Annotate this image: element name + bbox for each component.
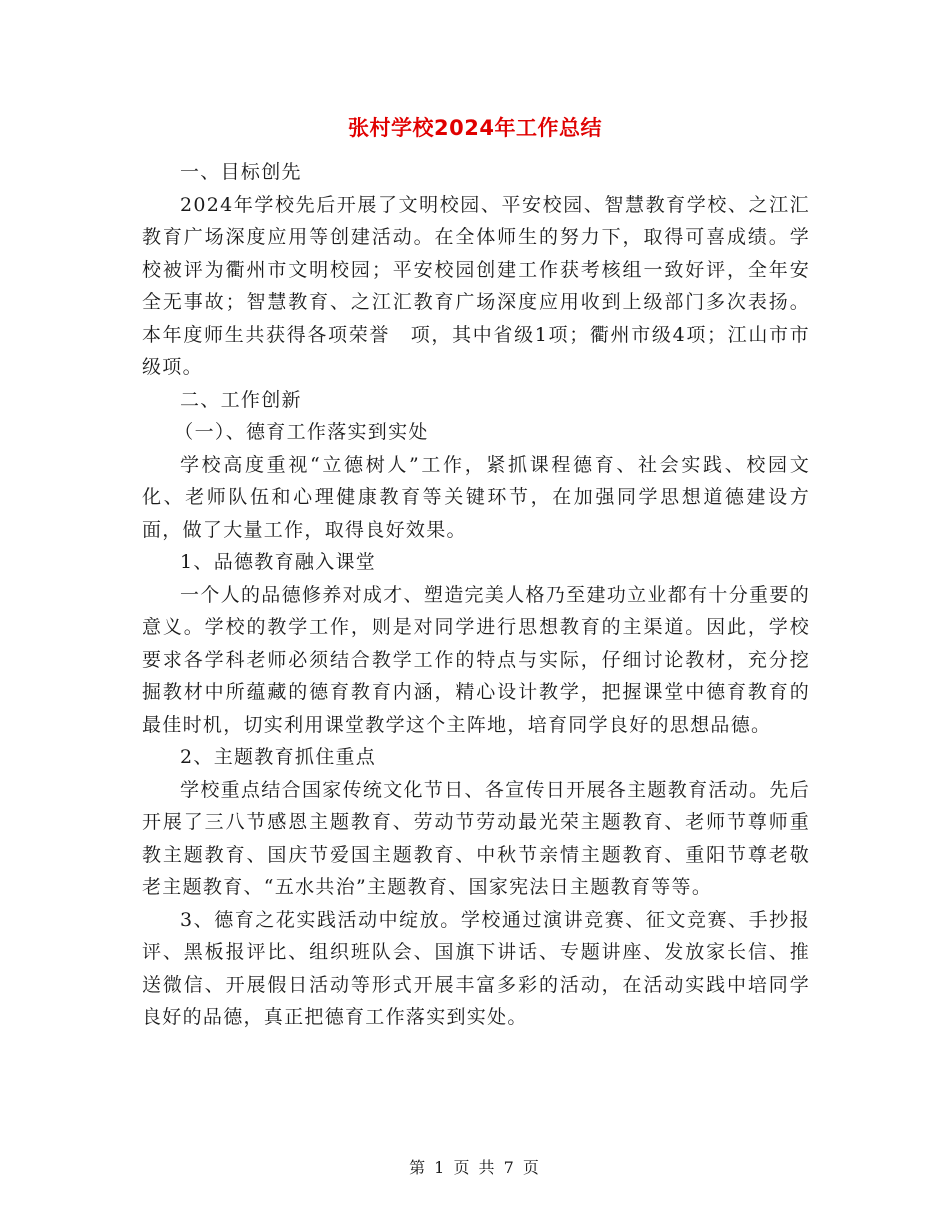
section-heading-goals: 一、目标创先 (180, 161, 302, 183)
paragraph-moral-education: 学校高度重视“立德树人”工作，紧抓课程德育、社会实践、校园文化、老师队伍和心理健康教育等关键环节，在加强同学思想道德建设方面，做了大量工作，取得良好效果。 (142, 453, 810, 541)
paragraph-goals: 2024年学校先后开展了文明校园、平安校园、智慧教育学校、之江汇教育广场深度应用等创建活动。在全体师生的努力下，取得可喜成绩。学校被评为衢州市文明校园；平安校园创建工作获考核组一致好评，全年安全无事故；智慧教育、之江汇教育广场深度应用收到上级部门多次表扬。本年度师生共获得各项荣誉 项，其中省级1项；衢州市级4项；江山市市级项。 (142, 193, 810, 378)
item-heading-theme-education: 2、主题教育抓住重点 (180, 746, 377, 768)
paragraph-practice-activities: 3、德育之花实践活动中绽放。学校通过演讲竞赛、征文竞赛、手抄报评、黑板报评比、组织班队会、国旗下讲话、专题讲座、发放家长信、推送微信、开展假日活动等形式开展丰富多彩的活动，在活动实践中培同学良好的品德，真正把德育工作落实到实处。 (142, 908, 810, 1028)
section-heading-innovation: 二、工作创新 (180, 388, 302, 411)
paragraph-theme-education: 学校重点结合国家传统文化节日、各宣传日开展各主题教育活动。先后开展了三八节感恩主题教育、劳动节劳动最光荣主题教育、老师节尊师重教主题教育、国庆节爱国主题教育、中秋节亲情主题教育、重阳节尊老敬老主题教育、“五水共治”主题教育、国家宪法日主题教育等等。 (142, 778, 810, 898)
subsection-heading-moral-education: （一）、德育工作落实到实处 (174, 421, 429, 443)
document-title: 张村学校2024年工作总结 (348, 116, 602, 140)
document-body (142, 156, 810, 1034)
page-number-footer: 第 1 页 共 7 页 (409, 1158, 541, 1177)
paragraph-classroom: 一个人的品德修养对成才、塑造完美人格乃至建功立业都有十分重要的意义。学校的教学工作，则是对同学进行思想教育的主渠道。因此，学校要求各学科老师必须结合教学工作的特点与实际，仔细讨论教材，充分挖掘教材中所蕴藏的德育教育内涵，精心设计教学，把握课堂中德育教育的最佳时机，切实利用课堂教学这个主阵地，培育同学良好的思想品德。 (142, 583, 810, 736)
item-heading-classroom: 1、品德教育融入课堂 (180, 551, 377, 573)
